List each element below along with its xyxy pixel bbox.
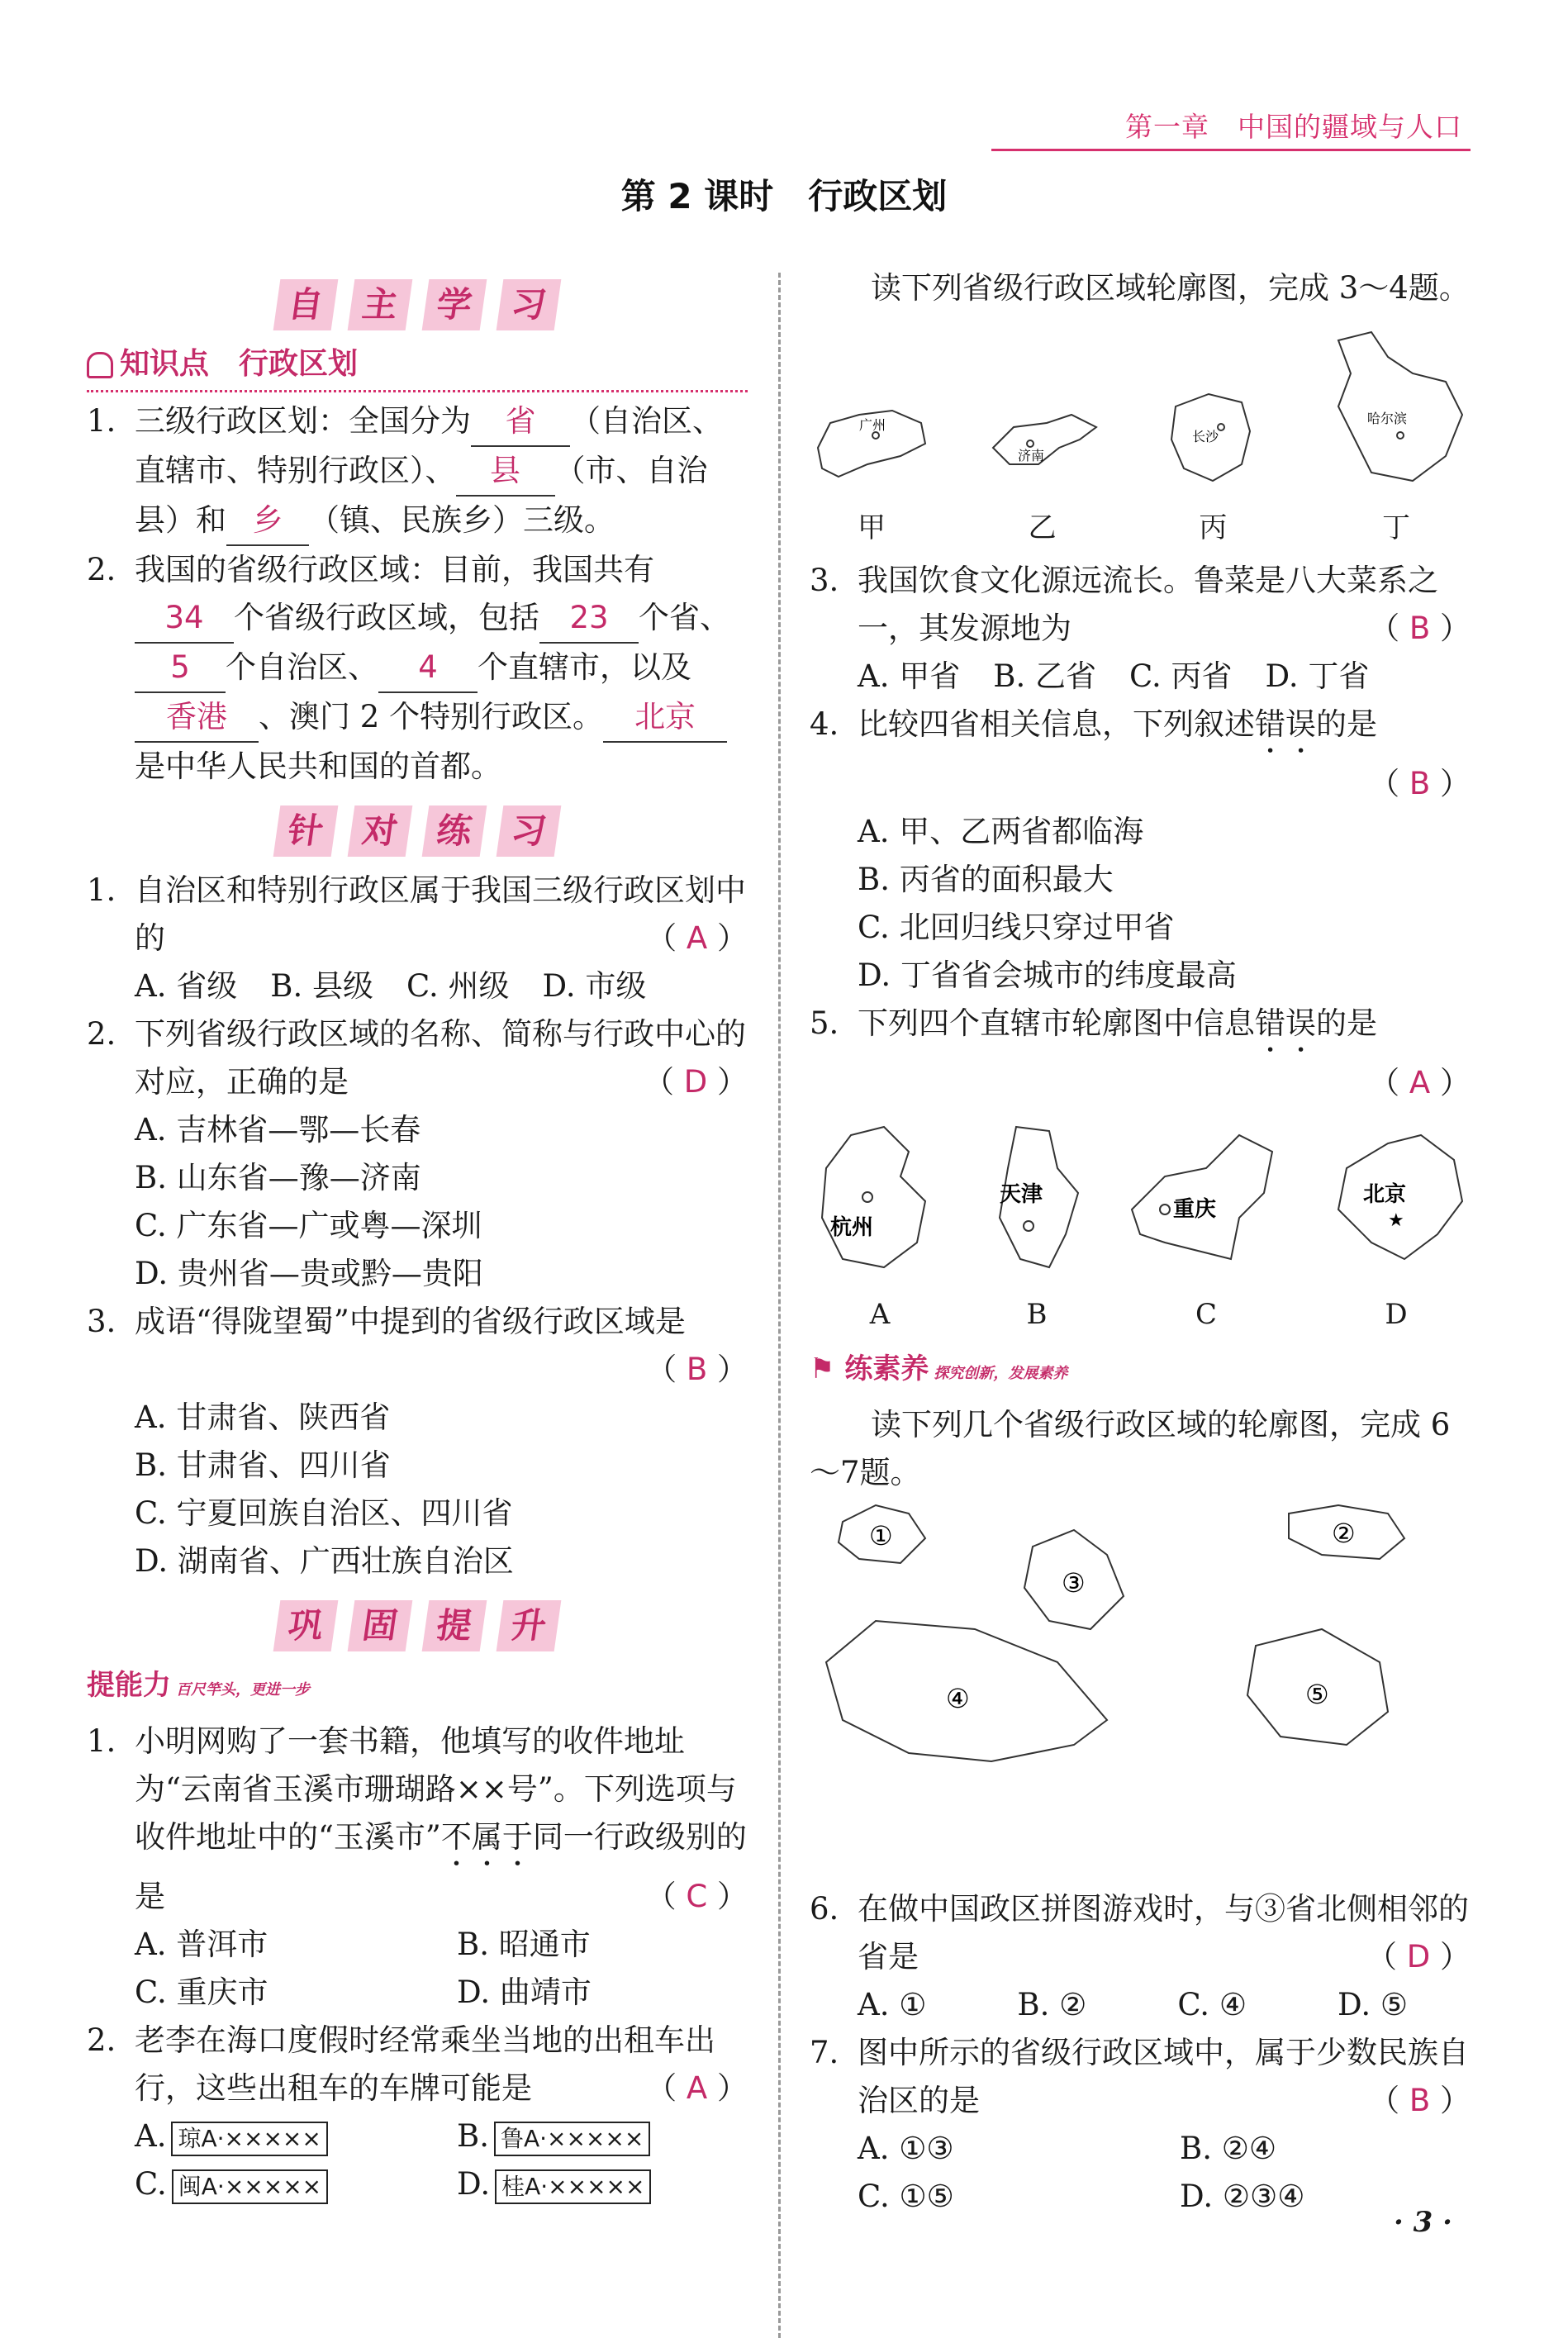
map-D: 北京 ★ D <box>1322 1119 1471 1338</box>
question-c1: 1. 小明网购了一套书籍，他填写的收件地址为“云南省玉溪市珊瑚路××号”。下列选项与收件地址中的“玉溪市”不属于同一行政级别的是 （ C ） <box>87 1723 748 1914</box>
question-7: 7. 图中所示的省级行政区域中，属于少数民族自治区的是 （ B ） <box>810 2035 1471 2118</box>
knowledge-item-1: 1. 三级行政区划：全国分为 省 （自治区、直辖市、特别行政区）、 县 （市、自治县）和 乡 （镇、民族乡）三级。 <box>87 397 748 546</box>
option: A. 吉林省—鄂—长春 <box>135 1112 421 1148</box>
knowledge-point-heading: 知识点 行政区划 <box>87 340 748 392</box>
option: C. 宁夏回族自治区、四川省 <box>135 1495 513 1531</box>
option: C. 广东省—广或粤—深圳 <box>135 1208 482 1243</box>
svg-text:杭州: 杭州 <box>830 1215 874 1240</box>
flag-icon: ⚑ <box>810 1352 845 1385</box>
svg-text:哈尔滨: 哈尔滨 <box>1366 411 1407 426</box>
right-column <box>810 264 1471 2221</box>
option: A. 甘肃省、陕西省 <box>135 1399 391 1435</box>
answer: B <box>1409 611 1431 646</box>
fill-blank: 香港 <box>135 693 259 743</box>
svg-text:②: ② <box>1332 1518 1356 1549</box>
license-plate: 桂A·××××× <box>495 2169 651 2204</box>
question-5: 5. 下列四个直辖市轮廓图中信息错误的是 （ A ） <box>810 1005 1471 1100</box>
answer: D <box>683 1064 708 1100</box>
map-bing: 长沙 丙 <box>1151 382 1275 552</box>
options: A. ① B. ② C. ④ D. ⑤ <box>858 1987 1409 2022</box>
answer: D <box>1406 1939 1431 1974</box>
answer: B <box>686 1352 708 1387</box>
left-column <box>87 264 748 2208</box>
literacy-badge: ⚑ 练素养 探究创新，发展素养 <box>810 1352 1068 1385</box>
svg-text:北京: 北京 <box>1363 1182 1407 1207</box>
map-yi: 济南 乙 <box>981 398 1105 552</box>
page-number: · 3 · <box>1393 2206 1452 2239</box>
fill-blank: 乡 <box>226 497 309 546</box>
knowledge-item-2: 2. 我国的省级行政区域：目前，我国共有34 个省级行政区域，包括 23 个省、5 个自治区、 4 个直辖市，以及香港 、澳门 2 个特别行政区。 北京是中华人民共和国的首都。 <box>87 552 730 784</box>
fill-blank: 5 <box>135 644 226 693</box>
bell-icon <box>87 352 113 378</box>
fill-blank: 省 <box>471 397 570 447</box>
chapter-underline <box>991 149 1471 151</box>
map-A: 杭州 A <box>810 1119 950 1338</box>
lesson-title: 第 2 课时 行政区划 <box>620 176 948 216</box>
option: D. 湖南省、广西壮族自治区 <box>135 1543 514 1579</box>
question-p3: 3. 成语“得陇望蜀”中提到的省级行政区域是 （ B ） <box>87 1304 748 1387</box>
svg-text:★: ★ <box>1388 1210 1404 1231</box>
fill-blank: 北京 <box>603 693 727 743</box>
fill-blank: 34 <box>135 594 234 644</box>
svg-text:①: ① <box>869 1520 893 1552</box>
options: A. 普洱市 B. 昭通市 C. 重庆市 D. 曲靖市 <box>135 1927 592 2010</box>
svg-text:天津: 天津 <box>1000 1182 1043 1207</box>
answer: A <box>686 2070 708 2106</box>
map-B: 天津 B <box>983 1119 1090 1338</box>
question-c2: 2. 老李在海口度假时经常乘坐当地的出租车出行，这些出租车的车牌可能是 （ A ） <box>87 2022 748 2106</box>
province-maps-2 <box>810 1497 1471 1885</box>
map-jia: 广州 甲 <box>810 398 934 552</box>
municipality-maps <box>810 1119 1471 1338</box>
answer: B <box>1409 2083 1431 2118</box>
svg-text:⑤: ⑤ <box>1305 1679 1329 1710</box>
fill-blank: 4 <box>378 644 478 693</box>
section-banner-practice: 针 对 练 习 <box>87 805 748 857</box>
ability-badge: 提能力 百尺竿头，更进一步 <box>87 1669 310 1702</box>
option: B. 甘肃省、四川省 <box>135 1447 391 1483</box>
svg-text:重庆: 重庆 <box>1173 1197 1217 1222</box>
fill-blank: 23 <box>539 594 639 644</box>
question-6: 6. 在做中国政区拼图游戏时，与③省北侧相邻的省是 （ D ） <box>810 1891 1471 1974</box>
option: A. 甲、乙两省都临海 <box>858 814 1144 849</box>
province-maps-1 <box>810 324 1471 552</box>
answer: C <box>686 1879 708 1914</box>
svg-text:④: ④ <box>946 1683 970 1714</box>
map-C: 重庆 C <box>1124 1119 1289 1338</box>
question-4: 4. 比较四省相关信息，下列叙述错误的是 （ B ） <box>810 706 1471 801</box>
license-plate: 鲁A·××××× <box>494 2122 650 2156</box>
options: A. ①③ B. ②④ C. ①⑤ D. ②③④ <box>858 2131 1305 2214</box>
question-3: 3. 我国饮食文化源远流长。鲁菜是八大菜系之一，其发源地为 （ B ） <box>810 563 1471 646</box>
section-banner-self-study: 自 主 学 习 <box>87 279 748 330</box>
answer: A <box>1409 1065 1431 1100</box>
map-ding: 哈尔滨 丁 <box>1322 324 1471 552</box>
answer: B <box>1409 766 1431 801</box>
license-plate: 闽A·××××× <box>172 2169 328 2204</box>
fill-blank: 县 <box>456 447 555 497</box>
chapter-heading: 第一章 中国的疆域与人口 <box>1125 111 1462 143</box>
question-p1: 1. 自治区和特别行政区属于我国三级行政区划中的 （ A ） <box>87 872 748 956</box>
option: D. 丁省省会城市的纬度最高 <box>858 958 1237 993</box>
license-plate: 琼A·××××× <box>171 2122 327 2156</box>
options: A. 省级 B. 县级 C. 州级 D. 市级 <box>135 968 647 1004</box>
svg-text:广州: 广州 <box>859 417 886 433</box>
option: B. 丙省的面积最大 <box>858 862 1114 897</box>
section-banner-consolidate: 巩 固 提 升 <box>87 1600 748 1651</box>
option: D. 贵州省—贵或黔—贵阳 <box>135 1256 483 1291</box>
options: A. 甲省 B. 乙省 C. 丙省 D. 丁省 <box>858 658 1370 694</box>
intro-3-4: 读下列省级行政区域轮廓图，完成 3～4题。 <box>871 270 1470 306</box>
intro-6-7: 读下列几个省级行政区域的轮廓图，完成 6～7题。 <box>810 1407 1451 1490</box>
svg-text:③: ③ <box>1062 1567 1086 1599</box>
option: C. 北回归线只穿过甲省 <box>858 910 1175 945</box>
answer: A <box>686 920 708 956</box>
column-divider <box>778 273 781 2338</box>
question-p2: 2. 下列省级行政区域的名称、简称与行政中心的对应，正确的是 （ D ） <box>87 1016 748 1100</box>
svg-text:长沙: 长沙 <box>1192 429 1219 444</box>
svg-text:济南: 济南 <box>1017 448 1044 463</box>
option: B. 山东省—豫—济南 <box>135 1160 421 1195</box>
license-plate-options: A. 琼A·××××× B. 鲁A·××××× C. 闽A·××××× D. 桂A·××××× <box>87 2112 748 2208</box>
